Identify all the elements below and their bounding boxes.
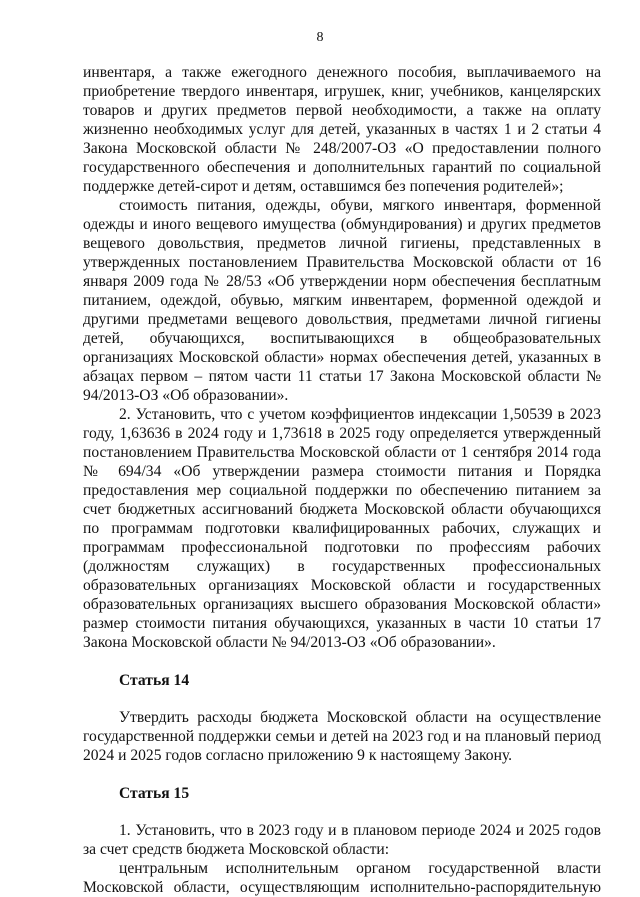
paragraph-article-15-item-1: 1. Установить, что в 2023 году и в плановом периоде 2024 и 2025 годов за счет средств бюджета Московской области: (83, 822, 601, 858)
paragraph-food-cost: стоимость питания, одежды, обуви, мягкого инвентаря, форменной одежды и иного вещевого имущества (обмундирования) и других предметов вещевого довольствия, предметов личной гигиены, представленных в утвержденных постановлением Правительства Московской области от 16 января 2009 года № 28/53 «Об утверждении норм обеспечения бесплатным питанием, одеждой, обувью, мягким инвентарем, форменной одеждой и другими предметами вещевого довольствия, предметами личной гигиены детей, обучающихся, воспитывающихся в общеобразовательных организациях Московской области» нормах обеспечения детей, указанных в абзацах первом – пятом части 11 статьи 17 Закона Московской области № 94/2013-ОЗ «Об образовании». (83, 197, 601, 404)
page-number: 8 (316, 30, 324, 45)
paragraph-continuation: инвентаря, а также ежегодного денежного пособия, выплачиваемого на приобретение твердого инвентаря, игрушек, книг, учебников, канцелярских товаров и других предметов первой необходимости, а также на оплату жизненно необходимых услуг для детей, указанных в частях 1 и 2 статьи 4 Закона Московской области № 248/2007-ОЗ «О предоставлении полного государственного обеспечения и дополнительных гарантий по социальной поддержке детей-сирот и детям, оставшимся без попечения родителей»; (83, 64, 601, 195)
paragraph-article-14: Утвердить расходы бюджета Московской области на осуществление государственной поддержки семьи и детей на 2023 год и на плановый период 2024 и 2025 годов согласно приложению 9 к настоящему Закону. (83, 709, 601, 764)
article-15-heading: Статья 15 (119, 785, 190, 802)
document-body (83, 63, 601, 897)
article-14-heading: Статья 14 (119, 672, 190, 689)
paragraph-indexation: 2. Установить, что с учетом коэффициентов индексации 1,50539 в 2023 году, 1,63636 в 2024 году и 1,73618 в 2025 году определяется утвержденный постановлением Правительства Московской области от 1 сентября 2014 года № 694/34 «Об утверждении размера стоимости питания и Порядка предоставления мер социальной поддержки по обеспечению питанием за счет бюджетных ассигнований бюджета Московской области обучающихся по программам подготовки квалифицированных рабочих, служащих и программам профессиональной подготовки по профессиям рабочих (должностям служащих) в государственных профессиональных образовательных организациях Московской области и государственных образовательных организациях высшего образования Московской области» размер стоимости питания обучающихся, указанных в части 10 статьи 17 Закона Московской области № 94/2013-ОЗ «Об образовании». (83, 406, 601, 651)
paragraph-article-15-continuation: центральным исполнительным органом государственной власти Московской области, осуществляющим исполнительно-распорядительную (83, 860, 601, 896)
